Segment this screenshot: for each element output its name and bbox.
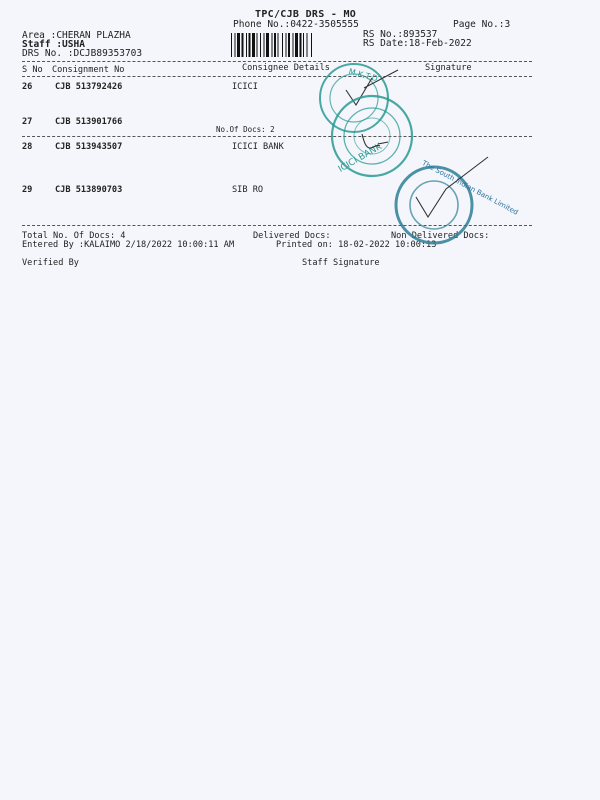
- barcode-bar: [272, 33, 273, 57]
- row-consignee: ICICI: [232, 82, 258, 92]
- stamp1-text: M.K.T.D: [347, 66, 379, 84]
- barcode-bar: [260, 33, 261, 57]
- header-divider: [22, 61, 532, 62]
- column-signature: Signature: [425, 63, 472, 73]
- document-title: TPC/CJB DRS - MO: [255, 9, 357, 20]
- row-consignment: CJB 513890703: [55, 185, 123, 195]
- barcode-bar: [303, 33, 304, 57]
- barcode-bar: [266, 33, 269, 57]
- barcode-bar: [307, 33, 308, 57]
- row-sno: 27: [22, 117, 33, 127]
- barcode-bar: [295, 33, 298, 57]
- barcode-bar: [293, 33, 294, 57]
- printed-on: Printed on: 18-02-2022 10:00:13: [276, 240, 437, 250]
- barcode-bar: [257, 33, 258, 57]
- column-consignee: Consignee Details: [242, 63, 330, 73]
- total-docs: Total No. Of Docs: 4: [22, 231, 126, 241]
- staff-signature: Staff Signature: [302, 258, 380, 268]
- row-consignee: SIB RO: [232, 185, 264, 195]
- stamp2-text: ICICI BANK: [336, 141, 384, 175]
- signature-scrawl: [362, 134, 388, 148]
- barcode-bar: [264, 33, 265, 57]
- barcode-bar: [288, 33, 290, 57]
- barcode-bar: [235, 33, 236, 57]
- barcode-bar: [252, 33, 255, 57]
- area-label: Area :CHERAN PLAZHA: [22, 30, 131, 41]
- docs-count-note: No.Of Docs: 2: [216, 125, 275, 134]
- row-divider: [22, 136, 532, 137]
- row-consignment: CJB 513792426: [55, 82, 123, 92]
- delivered-docs: Delivered Docs:: [253, 231, 331, 241]
- row-consignment: CJB 513901766: [55, 117, 123, 127]
- barcode-bar: [300, 33, 302, 57]
- barcode-bar: [278, 33, 279, 57]
- phone-number: Phone No.:0422-3505555: [233, 19, 359, 30]
- rs-number: RS No.:893537: [363, 29, 438, 40]
- rs-date: RS Date:18-Feb-2022: [363, 38, 472, 49]
- verified-by: Verified By: [22, 258, 79, 268]
- entered-by: Entered By :KALAIMO 2/18/2022 10:00:11 AM: [22, 240, 235, 250]
- barcode-bar: [274, 33, 276, 57]
- barcode-bar: [237, 33, 240, 57]
- barcode-bar: [242, 33, 244, 57]
- column-sno: S No: [22, 65, 43, 75]
- south-indian-bank-stamp: [392, 155, 520, 245]
- row-sno: 29: [22, 185, 33, 195]
- non-delivered-docs: Non Delivered Docs:: [391, 231, 490, 241]
- stamp3-text: The South Indian Bank Limited: [420, 159, 520, 217]
- barcode-bar: [286, 33, 287, 57]
- column-consignment: Consignment No: [52, 65, 125, 75]
- barcode-bar: [246, 33, 247, 57]
- staff-label: Staff :USHA: [22, 39, 85, 50]
- barcode: [231, 33, 356, 57]
- column-divider: [22, 76, 532, 77]
- barcode-bar: [231, 33, 232, 57]
- barcode-bar: [311, 33, 312, 57]
- page-number: Page No.:3: [453, 19, 511, 30]
- row-sno: 28: [22, 142, 33, 152]
- barcode-bar: [249, 33, 251, 57]
- barcode-bar: [282, 33, 283, 57]
- row-consignee: ICICI BANK: [232, 142, 284, 152]
- drs-number: DRS No. :DCJB89353703: [22, 48, 143, 59]
- row-sno: 26: [22, 82, 33, 92]
- row-consignment: CJB 513943507: [55, 142, 123, 152]
